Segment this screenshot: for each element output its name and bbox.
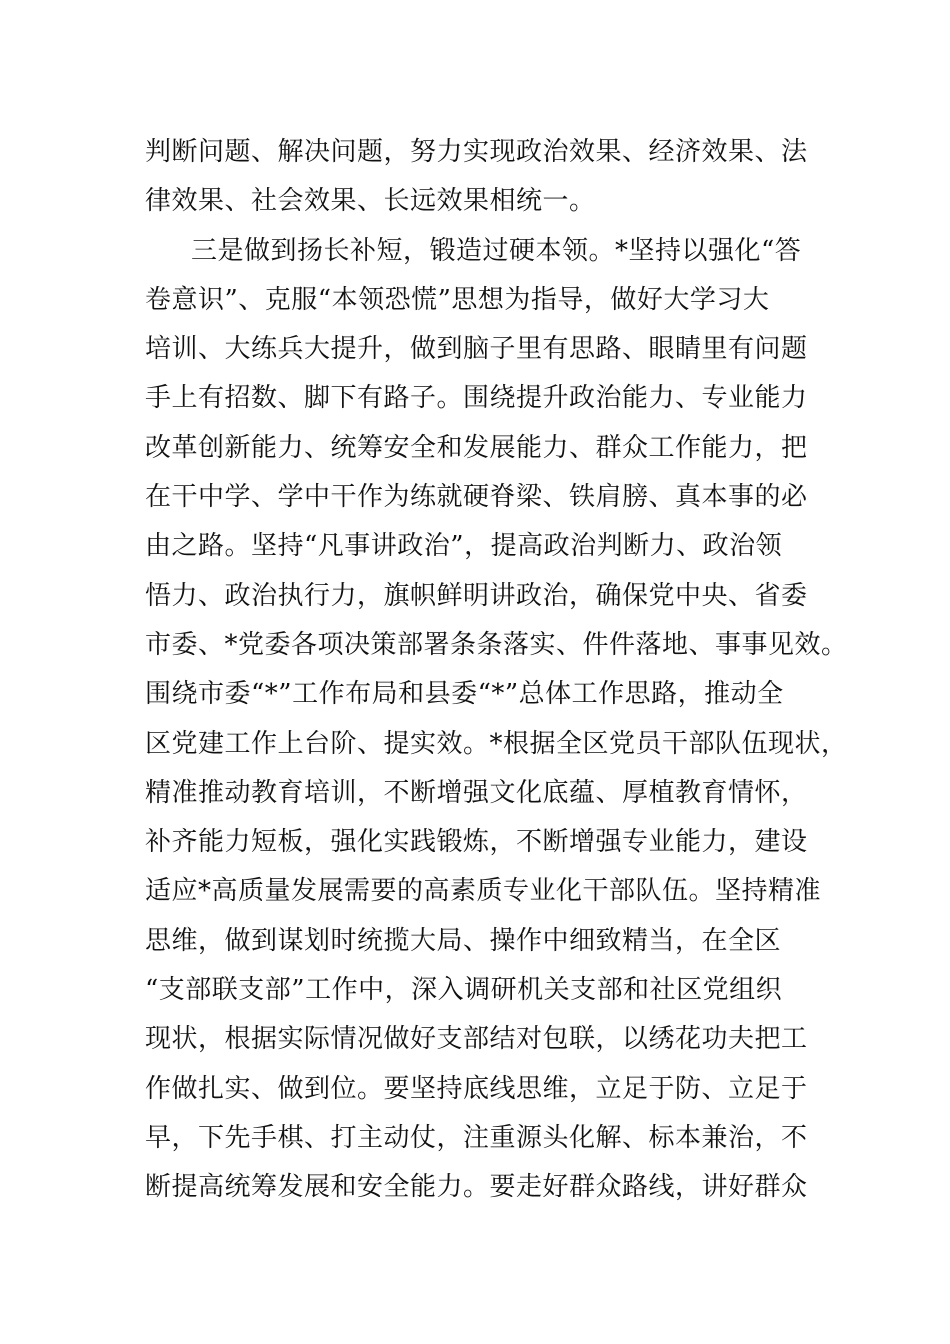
paragraph-start-line: 三是做到扬长补短，锻造过硬本领。*坚持以强化“答	[191, 235, 802, 266]
text-line: 卷意识”、克服“本领恐慌”思想为指导，做好大学习大	[145, 284, 770, 315]
text-line: 手上有招数、脚下有路子。围绕提升政治能力、专业能力	[145, 383, 808, 414]
text-line: 思维，做到谋划时统揽大局、操作中细致精当，在全区	[145, 925, 782, 956]
text-line: 在干中学、学中干作为练就硬脊梁、铁肩膀、真本事的必	[145, 482, 808, 513]
text-line: 断提高统筹发展和安全能力。要走好群众路线，讲好群众	[145, 1172, 808, 1203]
text-line: 早，下先手棋、打主动仗，注重源头化解、标本兼治，不	[145, 1122, 808, 1153]
text-line: 现状，根据实际情况做好支部结对包联，以绣花功夫把工	[145, 1024, 808, 1055]
body-text	[145, 128, 848, 1213]
text-line: 由之路。坚持“凡事讲政治”，提高政治判断力、政治领	[145, 531, 783, 562]
text-line: 改革创新能力、统筹安全和发展能力、群众工作能力，把	[145, 432, 808, 463]
text-line: 补齐能力短板，强化实践锻炼，不断增强专业能力，建设	[145, 827, 808, 858]
text-line: 律效果、社会效果、长远效果相统一。	[145, 186, 596, 217]
text-line: 区党建工作上台阶、提实效。*根据全区党员干部队伍现状，	[145, 728, 848, 759]
text-line: 适应*高质量发展需要的高素质专业化干部队伍。坚持精准	[145, 876, 822, 907]
text-line: 市委、*党委各项决策部署条条落实、件件落地、事事见效。	[145, 629, 848, 660]
text-line: 作做扎实、做到位。要坚持底线思维，立足于防、立足于	[145, 1073, 808, 1104]
text-line: 悟力、政治执行力，旗帜鲜明讲政治，确保党中央、省委	[145, 580, 808, 611]
text-line: 判断问题、解决问题，努力实现政治效果、经济效果、法	[145, 137, 808, 167]
text-line: 围绕市委“*”工作布局和县委“*”总体工作思路，推动全	[145, 679, 784, 710]
text-line: 培训、大练兵大提升，做到脑子里有思路、眼睛里有问题	[145, 334, 808, 365]
text-line: “支部联支部”工作中，深入调研机关支部和社区党组织	[145, 975, 783, 1006]
text-line: 精准推动教育培训，不断增强文化底蕴、厚植教育情怀，	[145, 777, 808, 808]
